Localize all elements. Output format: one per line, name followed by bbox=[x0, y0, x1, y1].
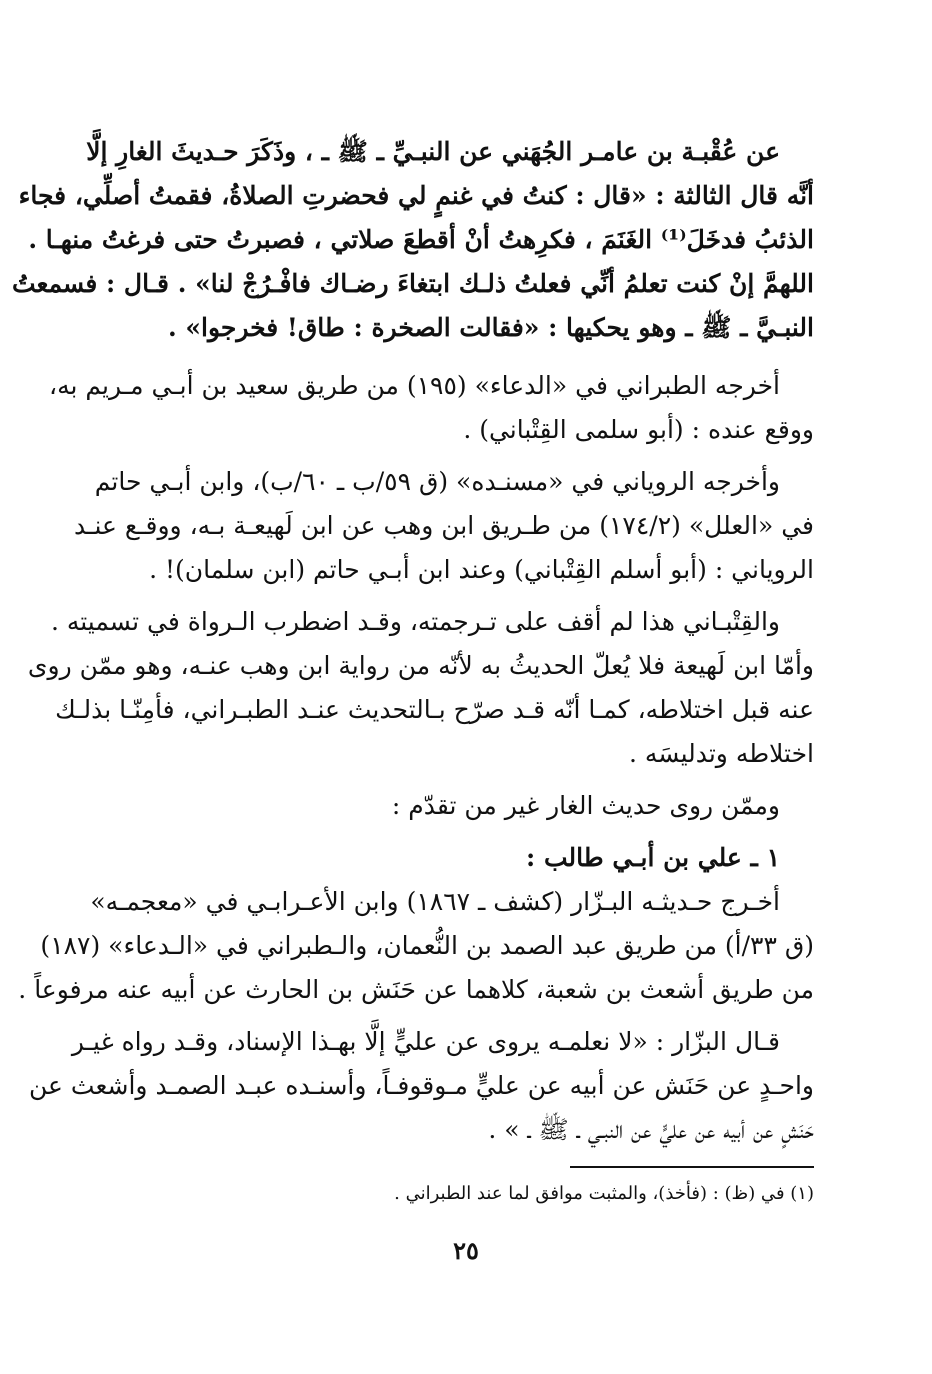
qitbani-note-paragraph bbox=[27, 600, 814, 776]
footnote-divider bbox=[570, 1166, 814, 1168]
hadith-text-paragraph bbox=[11, 130, 814, 350]
text-line: من طريق أشعث بن شعبة، كلاهما عن حَنَش بن الحارث عن أبيه عنه مرفوعاً . bbox=[18, 975, 814, 1004]
takhrij-ali-paragraph bbox=[18, 880, 814, 1012]
takhrij-ruyani-paragraph bbox=[74, 460, 814, 592]
text-line: في «العلل» (١٧٤/٢) من طـريق ابن وهب عن ابن لَهيعـة بـه، ووقـع عنـد bbox=[74, 511, 814, 540]
section-heading: ١ ـ علي بن أبـي طالب : bbox=[526, 843, 780, 872]
takhrij-tabarani-paragraph bbox=[49, 364, 814, 452]
text-line: (ق ٣٣/أ) من طريق عبد الصمد بن النُّعمان، والـطبراني في «الـدعاء» (١٨٧) bbox=[40, 931, 814, 960]
text-line: واحـدٍ عن حَنَش عن أبيه عن عليٍّ مـوقوفـاً، وأسنـده عبـد الصمـد وأشعث عن bbox=[29, 1071, 814, 1100]
text-line: الذئبُ فدخَلَ⁽¹⁾ الغَنَمَ ، فكرِهتُ أنْ أقطعَ صلاتي ، فصبرتُ حتى فرغتُ منهـا . bbox=[28, 225, 814, 254]
text-line: عنه قبل اختلاطه، كمـا أنّه قـد صرّح بـالتحديث عنـد الطبـراني، فأمِنّـا بذلـك bbox=[55, 695, 814, 724]
text-line: والقِتْبـاني هذا لم أقف على تـرجمته، وقـد اضطرب الـرواة في تسميته . bbox=[50, 607, 780, 636]
text-line: ووقع عنده : (أبو سلمى القِتْباني) . bbox=[463, 415, 814, 444]
text-line: أنَّه قال الثالثة : «قال : كنتُ في غنمٍ لي فحضرتِ الصلاةُ، فقمتُ أصلِّي، فجاء bbox=[18, 181, 814, 210]
text-line: أخرجه الطبراني في «الدعاء» (١٩٥) من طريق سعيد بن أبـي مـريم به، bbox=[49, 371, 780, 400]
text-line: اختلاطه وتدليسَه . bbox=[628, 739, 814, 768]
footnote: (١) في (ظ) : (فأخذ)، والمثبت موافق لما عند الطبراني . bbox=[394, 1183, 814, 1204]
others-intro-paragraph bbox=[128, 784, 814, 828]
text-line: أخـرج حـديثـه البـزّار (كشف ـ ١٨٦٧) وابن الأعـرابـي في «معجمـه» bbox=[90, 887, 780, 916]
text-line: وأمّا ابن لَهيعة فلا يُعلّ الحديثُ به لأنّه من رواية ابن وهب عنـه، وهو ممّن روى bbox=[27, 651, 814, 680]
text-line: عن عُقْبـة بن عامـر الجُهَني عن النبـيِّ ـ ﷺ ـ ، وذَكَرَ حـديثَ الغارِ إلَّا bbox=[86, 137, 780, 166]
text-line: وأخرجه الروياني في «مسنـده» (ق ٥٩/ب ـ ٦٠/ب)، وابن أبـي حاتم bbox=[94, 467, 780, 496]
text-line: النبـيَّ ـ ﷺ ـ وهو يحكيها : «فقالت الصخرة : طاق! فخرجوا» . bbox=[167, 313, 814, 342]
text-line: وممّن روى حديث الغار غير من تقدّم : bbox=[391, 791, 780, 820]
text-line: قـال البزّار : «لا نعلمـه يروى عن عليٍّ إلَّا بهـذا الإسناد، وقـد رواه غيـر bbox=[71, 1027, 780, 1056]
text-line: حَنَشٍ عن أبيه عن عليٍّ عن النبـي ـ ﷺ ـ » . bbox=[488, 1115, 814, 1144]
bazzar-quote-paragraph bbox=[29, 1020, 814, 1152]
page-number: ٢٥ bbox=[453, 1236, 479, 1265]
text-line: الروياني : (أبو أسلم القِتْباني) وعند ابن أبـي حاتم (ابن سلمان)! . bbox=[149, 555, 814, 584]
text-line: اللهمَّ إنْ كنت تعلمُ أنِّي فعلتُ ذلـك ابتغاءَ رضـاك فافْـرُجْ لنا» . قـال : فسمعتُ bbox=[11, 269, 814, 298]
